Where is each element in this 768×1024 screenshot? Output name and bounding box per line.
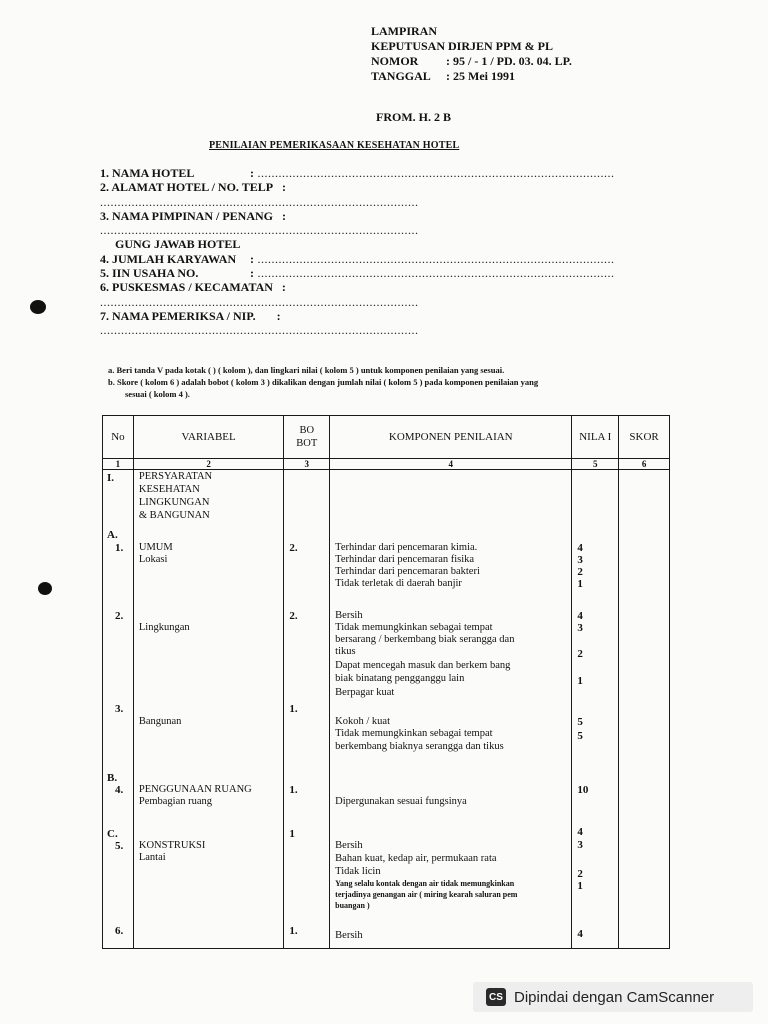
row-no: 2. [115,610,124,622]
field-alamat-hotel[interactable] [100,180,620,194]
komponen-item: terjadinya genangan air ( miring kearah saluran pem [335,890,518,899]
field-label: 1. NAMA HOTEL [100,166,195,180]
section-i-title: LINGKUNGAN [138,497,210,508]
field-dotted-line[interactable]: ........................................................................................... [100,194,419,209]
komponen-item: Terhindar dari pencemaran fisika [335,554,475,565]
tanggal-row [371,69,572,84]
section-i-no: I. [107,472,115,484]
field-iin-usaha[interactable]: 5. IIN USAHA NO. : ...................................................................................................... [100,266,615,281]
row-no: 6. [115,925,124,937]
nilai-value[interactable]: 5 [577,716,583,728]
nilai-value[interactable]: 10 [577,784,589,796]
camscanner-text: Dipindai dengan CamScanner [514,988,715,1006]
header-bobot: BO BOT [284,416,330,459]
field-dotted-line[interactable]: ........................................................................................... [100,294,419,309]
komponen-item: bersarang / berkembang biak serangga dan [335,634,515,645]
instruction-b: b. Skore ( kolom 6 ) adalah bobot ( kolom 3 ) dikalikan dengan jumlah nilai ( kolom 5 ) pada komponen penilaian yang [108,377,539,387]
bobot-value: 1. [289,784,298,796]
section-a: A. [107,529,118,541]
bobot-value: 2. [289,542,298,554]
identity-fields [100,166,620,338]
nilai-value[interactable]: 2 [577,566,583,578]
lampiran-label: LAMPIRAN [371,24,437,38]
punch-hole-mark [30,300,46,314]
komponen-item: Bersih [335,610,363,621]
nilai-value[interactable]: 2 [577,648,583,660]
section-i-title: PERSYARATAN [138,471,213,482]
field-continuation [100,237,620,251]
section-b: B. [107,772,118,784]
komponen-item: Yang selalu kontak dengan air tidak memungkinkan [335,879,515,888]
komponen-item: Tidak memungkinkan sebagai tempat [335,622,493,633]
field-sep: : [250,251,254,266]
instructions [108,364,648,400]
col-number: 5 [572,459,619,470]
field-dotted-line[interactable]: ........................................................................................... [100,323,419,338]
nilai-value[interactable]: 3 [577,839,583,851]
assessment-table [102,415,670,949]
row-no: 5. [115,840,124,852]
nomor-value: : 95 / - 1 / PD. 03. 04. LP. [446,54,572,68]
row-no: 3. [115,703,124,715]
col-number: 1 [103,459,134,470]
decree-header [371,24,572,84]
field-sep: : [250,166,254,180]
field-puskesmas[interactable] [100,280,620,294]
field-label: 6. PUSKESMAS / KECAMATAN [100,280,273,295]
field-label: 3. NAMA PIMPINAN / PENANG [100,208,273,223]
col-variabel [133,470,284,949]
punch-hole-mark [38,582,52,595]
bobot-value: 1. [289,925,298,937]
komponen-item: Terhindar dari pencemaran bakteri [335,566,480,577]
variabel-title: PENGGUNAAN RUANG [138,784,252,795]
field-label: 7. NAMA PEMERIKSA / NIP. [100,308,256,323]
field-sep: : [282,208,286,223]
col-number: 6 [619,459,670,470]
field-sep: : [281,280,286,295]
variabel-sub: Lokasi [138,554,168,565]
nilai-value[interactable]: 4 [577,610,583,622]
field-label: GUNG JAWAB HOTEL [115,237,241,252]
row-no: 1. [115,542,124,554]
camscanner-logo-icon: CS [486,988,506,1006]
variabel-title: KONSTRUKSI [138,840,206,851]
komponen-item: Bahan kuat, kedap air, permukaan rata [335,853,497,864]
nilai-value[interactable]: 5 [577,730,583,742]
variabel-sub: Lantai [138,852,166,863]
nilai-value[interactable]: 4 [577,542,583,554]
field-sep: : [276,308,281,323]
komponen-item: Bersih [335,840,363,851]
nomor-row [371,54,572,69]
table-body-row [103,470,670,949]
nilai-value[interactable]: 2 [577,868,583,880]
field-label: 4. JUMLAH KARYAWAN [100,251,237,266]
section-c: C. [107,828,118,840]
field-jumlah-karyawan[interactable]: 4. JUMLAH KARYAWAN : ...................................................................................................... [100,251,615,266]
field-sep: : [282,180,287,195]
komponen-item: Dapat mencegah masuk dan berkem bang [335,660,511,671]
komponen-item: Terhindar dari pencemaran kimia. [335,542,478,553]
camscanner-watermark [473,982,753,1012]
header-skor: SKOR [619,416,670,459]
col-komponen [330,470,572,949]
variabel-title: Bangunan [138,716,182,727]
field-dotted-line[interactable]: ........................................................................................... [100,223,419,238]
col-nilai [572,470,619,949]
col-number: 3 [284,459,330,470]
bobot-value: 1 [289,828,295,840]
col-no [103,470,134,949]
komponen-item: Berpagar kuat [335,687,395,698]
instruction-b-cont: sesuai ( kolom 4 ). [125,389,190,399]
bobot-value: 1. [289,703,298,715]
komponen-item: buangan ) [335,901,370,910]
komponen-item: Kokoh / kuat [335,716,390,727]
komponen-item: tikus [335,646,356,657]
bobot-value: 2. [289,610,298,622]
col-bobot [284,470,330,949]
field-nama-hotel[interactable]: 1. NAMA HOTEL : ...................................................................................................... [100,166,615,180]
keputusan-label: KEPUTUSAN DIRJEN PPM & PL [371,39,553,53]
komponen-item: Tidak licin [335,866,381,877]
col-number: 2 [133,459,284,470]
komponen-item: biak binatang pengganggu lain [335,673,465,684]
col-skor[interactable] [619,470,670,949]
table-header-row [103,416,670,459]
nomor-label: NOMOR [371,54,419,68]
komponen-item: Dipergunakan sesuai fungsinya [335,796,467,807]
header-komponen: KOMPONEN PENILAIAN [330,416,572,459]
komponen-item: Bersih [335,930,363,941]
field-sep: : [250,266,254,281]
komponen-item: berkembang biaknya serangga dan tikus [335,741,504,752]
field-nama-pimpinan[interactable] [100,209,620,223]
nilai-value[interactable]: 4 [577,826,583,838]
nilai-value[interactable]: 3 [577,622,583,634]
tanggal-label: TANGGAL [371,69,431,83]
nilai-value[interactable]: 1 [577,578,583,590]
header-no: No [103,416,134,459]
komponen-item: Tidak memungkinkan sebagai tempat [335,728,493,739]
form-title: PENILAIAN PEMERIKASAAN KESEHATAN HOTEL [209,140,460,151]
header-variabel: VARIABEL [133,416,284,459]
col-number: 4 [330,459,572,470]
section-i-title: & BANGUNAN [138,510,210,521]
column-number-row [103,459,670,470]
nilai-value[interactable]: 1 [577,880,583,892]
instruction-a: a. Beri tanda V pada kotak ( ) ( kolom ), dan lingkari nilai ( kolom 5 ) untuk komponen penilaian yang sesuai. [108,365,505,375]
header-nilai: NILA I [572,416,619,459]
komponen-item: Tidak terletak di daerah banjir [335,578,462,589]
form-code: FROM. H. 2 B [376,110,451,124]
variabel-title: UMUM [138,542,173,553]
nilai-value[interactable]: 3 [577,554,583,566]
variabel-sub: Pembagian ruang [138,796,213,807]
variabel-title: Lingkungan [138,622,190,633]
nilai-value[interactable]: 1 [577,675,583,687]
tanggal-value: : 25 Mei 1991 [446,69,515,83]
field-label: 5. IIN USAHA NO. [100,266,199,281]
field-label: 2. ALAMAT HOTEL / NO. TELP [100,180,274,195]
nilai-value[interactable]: 4 [577,928,583,940]
field-nama-pemeriksa[interactable] [100,309,620,323]
row-no: 4. [115,784,124,796]
section-i-title: KESEHATAN [138,484,200,495]
